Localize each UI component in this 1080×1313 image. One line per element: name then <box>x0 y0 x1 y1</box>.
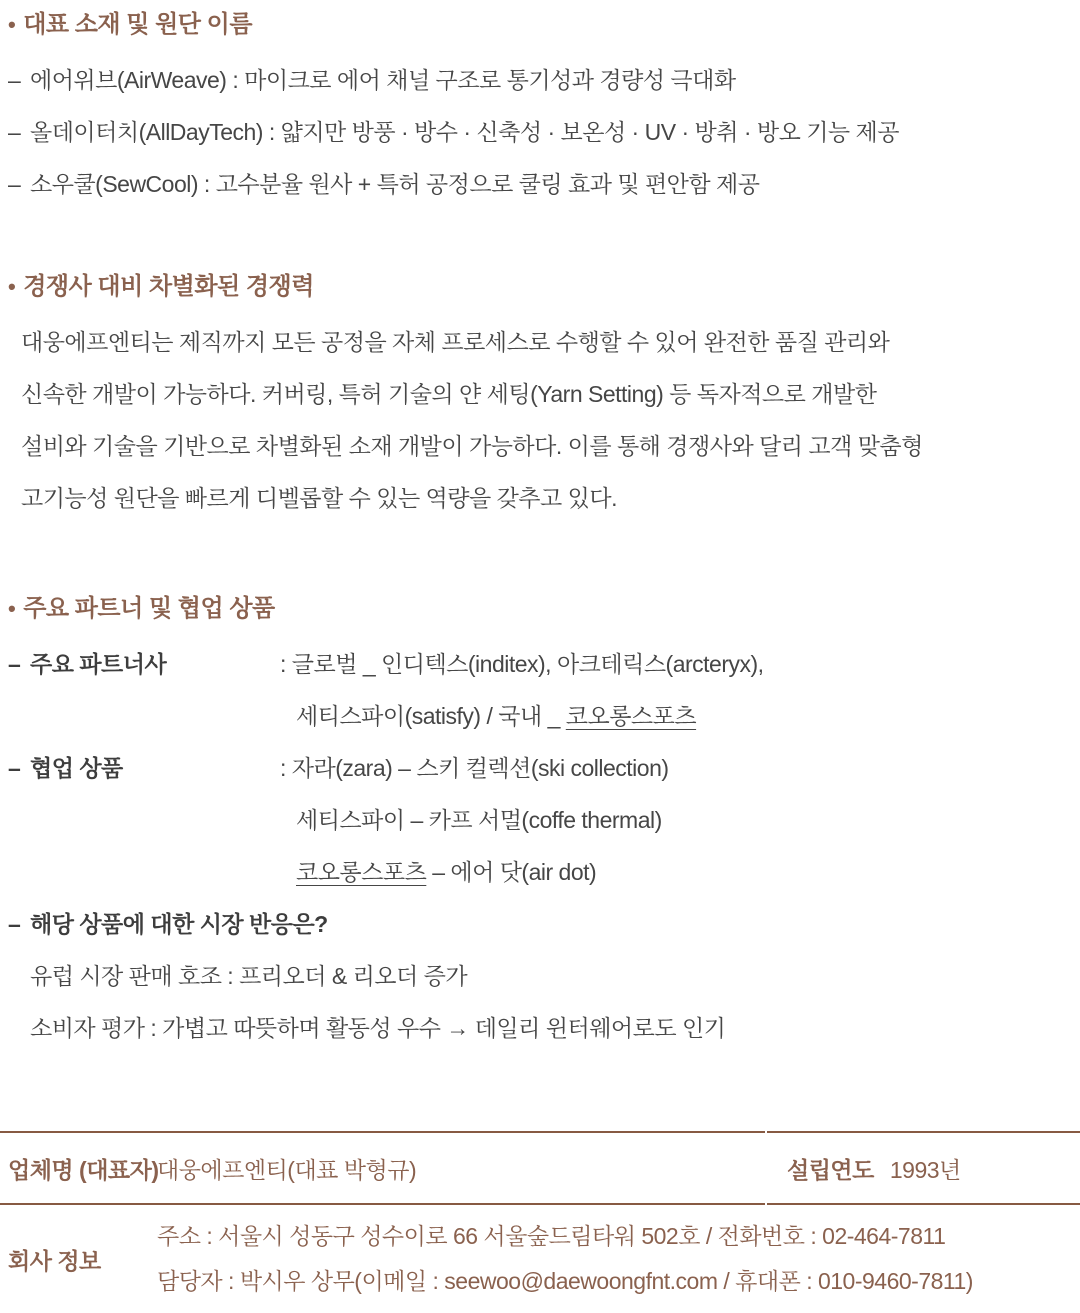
company-name-label: 업체명 (대표자) <box>8 1156 159 1183</box>
section-title-materials <box>8 8 1080 42</box>
market-response-line: 소비자 평가 : 가볍고 따뜻하며 활동성 우수 → 데일리 윈터웨어로도 인기 <box>30 1015 726 1041</box>
material-item-text: 에어위브(AirWeave) : 마이크로 에어 채널 구조로 통기성과 경량성 극대화 <box>30 67 736 93</box>
paragraph-line: 대웅에프엔티는 제직까지 모든 공정을 자체 프로세스로 수행할 수 있어 완전한 품질 관리와 <box>21 329 890 355</box>
market-question-row <box>0 898 1080 950</box>
collab-row-continuation <box>0 794 1080 846</box>
collab-value: : 자라(zara) – 스키 컬렉션(ski collection) <box>280 755 669 781</box>
dash-marker: – <box>8 119 21 145</box>
collab-row-continuation <box>0 846 1080 898</box>
section-title-competitiveness <box>8 270 1080 304</box>
company-name-value: 대웅에프엔티(대표 박형규) <box>157 1156 417 1183</box>
dash-marker: – <box>8 755 21 781</box>
company-info-table <box>0 1131 1080 1313</box>
company-info-value <box>157 1214 1080 1304</box>
company-address-phone: 주소 : 서울시 성동구 성수이로 66 서울숲드림타워 502호 / 전화번호 : 02-464-7811 <box>157 1223 946 1249</box>
market-response-line: 유럽 시장 판매 호조 : 프리오더 & 리오더 증가 <box>30 963 468 989</box>
partner-label: 주요 파트너사 <box>30 651 167 677</box>
table-row-company <box>0 1131 1080 1205</box>
partner-row-continuation <box>0 690 1080 742</box>
section-title-text: 경쟁사 대비 차별화된 경쟁력 <box>23 273 314 300</box>
collab-value: – 에어 닷(air dot) <box>426 859 597 885</box>
partner-value: 세티스파이(satisfy) / 국내 _ <box>296 703 566 729</box>
partners-list <box>0 638 1080 1054</box>
collab-label: 협업 상품 <box>30 755 123 781</box>
section-title-partners <box>8 592 1080 626</box>
section-title-text: 대표 소재 및 원단 이름 <box>23 11 253 38</box>
document-page <box>0 8 1080 1313</box>
materials-list <box>0 54 1080 210</box>
bullet-icon: • <box>8 274 16 299</box>
material-item <box>0 54 1080 106</box>
competitiveness-paragraph <box>0 316 1080 524</box>
company-cell <box>0 1131 765 1205</box>
material-item-text: 올데이터치(AllDayTech) : 얇지만 방풍 · 방수 · 신축성 · 보온성 · UV · 방취 · 방오 기능 제공 <box>30 119 899 145</box>
dash-marker: – <box>8 171 21 197</box>
bullet-icon: • <box>8 596 16 621</box>
partner-value: : 글로벌 _ 인디텍스(inditex), 아크테릭스(arcteryx), <box>280 651 764 677</box>
collab-value: 세티스파이 – 카프 서멀(coffe thermal) <box>296 807 662 833</box>
founded-year-label: 설립연도 <box>787 1156 874 1183</box>
dash-marker: – <box>8 651 21 677</box>
bullet-icon: • <box>8 12 16 37</box>
founded-cell <box>767 1131 1080 1205</box>
table-row-info <box>0 1205 1080 1313</box>
material-item <box>0 158 1080 210</box>
paragraph-line: 고기능성 원단을 빠르게 디벨롭할 수 있는 역량을 갖추고 있다. <box>21 485 617 511</box>
dash-marker: – <box>8 67 21 93</box>
company-contact-person: 담당자 : 박시우 상무(이메일 : seewoo@daewoongfnt.com / 휴대폰 : 010-9460-7811) <box>157 1268 973 1294</box>
dash-marker: – <box>8 911 21 937</box>
material-item <box>0 106 1080 158</box>
section-title-text: 주요 파트너 및 협업 상품 <box>23 595 275 622</box>
collab-row <box>0 742 1080 794</box>
collab-value-underlined: 코오롱스포츠 <box>296 859 427 885</box>
market-question-text: 해당 상품에 대한 시장 반응은? <box>30 911 328 937</box>
paragraph-line: 신속한 개발이 가능하다. 커버링, 특허 기술의 얀 세팅(Yarn Setting) 등 독자적으로 개발한 <box>21 381 877 407</box>
partner-row <box>0 638 1080 690</box>
paragraph-line: 설비와 기술을 기반으로 차별화된 소재 개발이 가능하다. 이를 통해 경쟁사와 달리 고객 맞춤형 <box>21 433 923 459</box>
material-item-text: 소우쿨(SewCool) : 고수분율 원사 + 특허 공정으로 쿨링 효과 및 편안함 제공 <box>30 171 760 197</box>
company-info-label: 회사 정보 <box>8 1247 101 1274</box>
founded-year-value: 1993년 <box>889 1156 961 1183</box>
partner-value-underlined: 코오롱스포츠 <box>565 703 697 729</box>
